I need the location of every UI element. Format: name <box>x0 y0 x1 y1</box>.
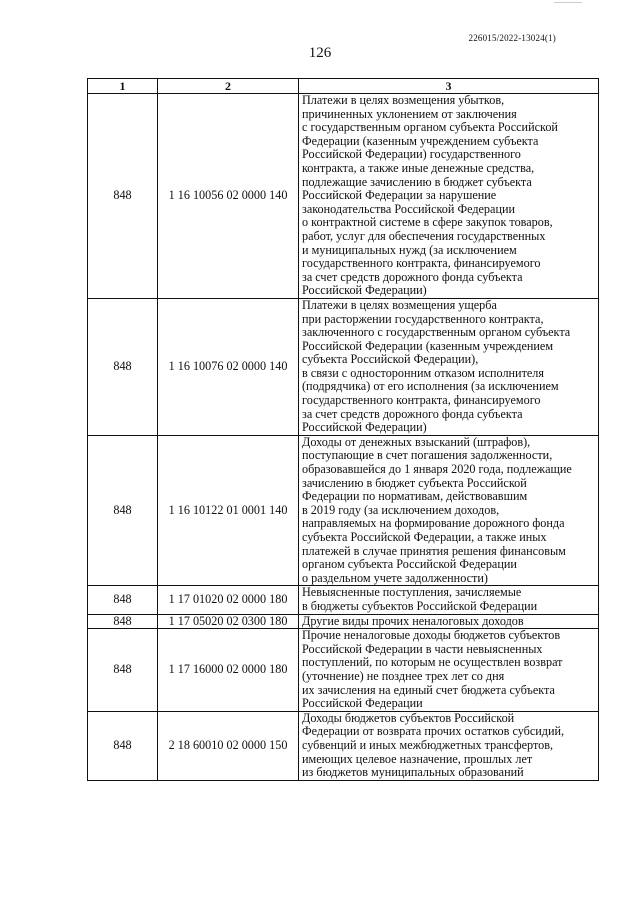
description-line: в бюджеты субъектов Российской Федерации <box>302 598 538 613</box>
description-line: поступлений, по которым не осуществлен возврат <box>302 655 563 670</box>
description-line: Российской Федерации) <box>302 420 427 435</box>
description-line: (уточнение) не позднее трех лет со дня <box>302 668 505 683</box>
description-line: причиненных уклонением от заключения <box>302 106 517 121</box>
budget-code-cell: 2 18 60010 02 0000 150 <box>158 711 299 780</box>
description-line: зачислению в бюджет субъекта Российской <box>302 475 527 490</box>
table-row <box>88 629 599 712</box>
budget-code-cell: 1 16 10122 01 0001 140 <box>158 435 299 586</box>
admin-code-cell: 848 <box>88 435 158 586</box>
description-line: законодательства Российской Федерации <box>302 201 516 216</box>
admin-code-cell: 848 <box>88 586 158 614</box>
description-line: Другие виды прочих неналоговых доходов <box>302 613 524 628</box>
description-line: Доходы от денежных взысканий (штрафов), <box>302 434 531 449</box>
description-line: в 2019 году (за исключением доходов, <box>302 502 500 517</box>
budget-code-cell: 1 16 10056 02 0000 140 <box>158 94 299 299</box>
description-line: Российской Федерации) государственного <box>302 147 521 162</box>
description-line: Платежи в целях возмещения ущерба <box>302 297 497 312</box>
description-line: поступающие в счет погашения задолженности, <box>302 448 553 463</box>
document-id: 226015/2022-13024(1) <box>468 33 556 43</box>
description-line: (подрядчика) от его исполнения (за исключением <box>302 379 559 394</box>
description-cell <box>299 94 599 299</box>
table-header-row <box>88 79 599 94</box>
description-line: Российской Федерации за нарушение <box>302 188 497 203</box>
description-line: Невыясненные поступления, зачисляемые <box>302 585 522 600</box>
description-line: при расторжении государственного контракта, <box>302 311 544 326</box>
description-line: государственного контракта, финансируемого <box>302 393 541 408</box>
description-cell <box>299 711 599 780</box>
corner-mark <box>554 2 582 7</box>
description-line: заключенного с государственным органом субъекта <box>302 325 571 340</box>
description-line: о контрактной системе в сфере закупок товаров, <box>302 215 553 230</box>
budget-code-cell: 1 16 10076 02 0000 140 <box>158 298 299 435</box>
admin-code-cell: 848 <box>88 298 158 435</box>
description-line: субъекта Российской Федерации, а также иных <box>302 530 547 544</box>
revenue-codes-table <box>87 78 599 781</box>
description-line: субвенций и иных межбюджетных трансфертов, <box>302 737 554 752</box>
description-line: Российской Федерации (казенным учреждением <box>302 338 554 353</box>
column-header: 2 <box>158 79 299 94</box>
description-line: образовавшейся до 1 января 2020 года, подлежащие <box>302 462 572 477</box>
description-cell <box>299 435 599 586</box>
description-line: Доходы бюджетов субъектов Российской <box>302 710 515 725</box>
description-line: Прочие неналоговые доходы бюджетов субъектов <box>302 628 561 643</box>
description-line: подлежащие зачислению в бюджет субъекта <box>302 174 532 189</box>
description-line: за счет средств дорожного фонда субъекта <box>302 406 523 421</box>
description-line: имеющих целевое назначение, прошлых лет <box>302 751 533 766</box>
budget-code-cell: 1 17 05020 02 0300 180 <box>158 614 299 629</box>
description-cell <box>299 586 599 614</box>
description-line: контракта, а также иные денежные средства, <box>302 160 535 175</box>
table-row <box>88 435 599 586</box>
page-number: 126 <box>308 45 332 61</box>
description-line: Российской Федерации) <box>302 283 427 298</box>
description-line: органом субъекта Российской Федерации <box>302 557 517 572</box>
description-line: платежей в случае принятия решения финансовым <box>302 543 566 558</box>
column-header: 3 <box>299 79 599 94</box>
description-line: о раздельном учете задолженности) <box>302 570 488 585</box>
description-line: с государственным органом субъекта Российской <box>302 120 558 135</box>
description-cell <box>299 629 599 712</box>
description-line: Федерации от возврата прочих остатков субсидий, <box>302 724 565 739</box>
description-line: Российской Федерации <box>302 696 423 711</box>
table-row <box>88 614 599 629</box>
column-header: 1 <box>88 79 158 94</box>
description-line: субъекта Российской Федерации), <box>302 352 479 367</box>
table-row <box>88 94 599 299</box>
admin-code-cell: 848 <box>88 711 158 780</box>
admin-code-cell: 848 <box>88 614 158 629</box>
description-line: работ, услуг для обеспечения государственных <box>302 228 546 243</box>
table-row <box>88 586 599 614</box>
admin-code-cell: 848 <box>88 629 158 712</box>
description-line: направляемых на формирование дорожного фонда <box>302 516 565 531</box>
budget-code-cell: 1 17 16000 02 0000 180 <box>158 629 299 712</box>
description-cell <box>299 614 599 629</box>
description-line: Федерации (казенным учреждением субъекта <box>302 133 539 148</box>
table-row <box>88 711 599 780</box>
description-line: в связи с односторонним отказом исполнителя <box>302 365 544 380</box>
admin-code-cell: 848 <box>88 94 158 299</box>
description-line: Платежи в целях возмещения убытков, <box>302 93 505 107</box>
description-cell <box>299 298 599 435</box>
description-line: Российской Федерации в части невыясненных <box>302 641 543 656</box>
table-row <box>88 298 599 435</box>
description-line: государственного контракта, финансируемого <box>302 256 541 271</box>
description-line: Федерации по нормативам, действовавшим <box>302 489 528 504</box>
budget-code-cell: 1 17 01020 02 0000 180 <box>158 586 299 614</box>
description-line: и муниципальных нужд (за исключением <box>302 242 517 257</box>
description-line: их зачисления на единый счет бюджета субъекта <box>302 682 555 697</box>
description-line: за счет средств дорожного фонда субъекта <box>302 269 523 284</box>
description-line: из бюджетов муниципальных образований <box>302 765 524 780</box>
